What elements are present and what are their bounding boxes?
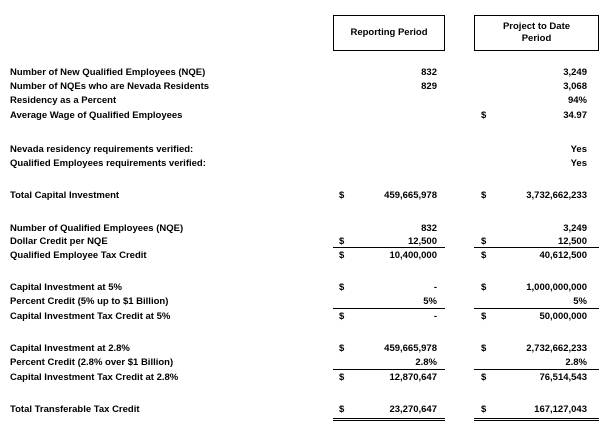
reporting-value: 829: [421, 81, 437, 92]
dollar-sign: $: [339, 343, 345, 354]
ptd-value: 40,612,500: [539, 250, 587, 261]
ptd-value: 2.8%: [565, 357, 587, 368]
double-underline: [333, 420, 445, 421]
row-label: Average Wage of Qualified Employees: [10, 110, 183, 121]
row-capital-investment-tax-credit-2-8: [0, 372, 600, 384]
reporting-value: 459,665,978: [384, 190, 437, 201]
ptd-value: 50,000,000: [539, 311, 587, 322]
dollar-sign: $: [339, 190, 345, 201]
dollar-sign: $: [481, 190, 487, 201]
row-qualified-employee-tax-credit: [0, 250, 600, 262]
underline: [333, 247, 445, 248]
reporting-value: 459,665,978: [384, 343, 437, 354]
underline: [474, 308, 599, 309]
row-label: Total Capital Investment: [10, 190, 120, 201]
row-label: Total Transferable Tax Credit: [10, 404, 140, 415]
double-underline: [333, 418, 445, 419]
ptd-value: 12,500: [557, 236, 587, 247]
row-label: Capital Investment Tax Credit at 5%: [10, 311, 171, 322]
ptd-value: Yes: [570, 158, 587, 169]
row-label: Residency as a Percent: [10, 95, 117, 106]
reporting-value: 12,870,647: [389, 372, 437, 383]
header-project-to-date: [474, 15, 599, 51]
row-label: Capital Investment at 2.8%: [10, 343, 130, 354]
row-label: Percent Credit (5% up to $1 Billion): [10, 296, 169, 307]
reporting-value: 2.8%: [415, 357, 437, 368]
dollar-sign: $: [339, 404, 345, 415]
ptd-value: 34.97: [563, 110, 587, 121]
ptd-value: 94%: [567, 95, 587, 106]
underline: [474, 247, 599, 248]
reporting-value: 10,400,000: [389, 250, 437, 261]
reporting-value: 5%: [423, 296, 437, 307]
dollar-sign: $: [481, 343, 487, 354]
ptd-value: 3,249: [563, 223, 587, 234]
ptd-value: 3,068: [563, 81, 587, 92]
row-label: Number of Qualified Employees (NQE): [10, 223, 184, 234]
row-residency-percent: [0, 95, 600, 107]
row-label: Qualified Employees requirements verified:: [10, 158, 206, 169]
row-label: Capital Investment at 5%: [10, 282, 122, 293]
ptd-value: 1,000,000,000: [526, 282, 587, 293]
ptd-value: 3,732,662,233: [526, 190, 587, 201]
dollar-sign: $: [481, 110, 487, 121]
underline: [474, 369, 599, 370]
underline: [333, 369, 445, 370]
row-qualified-employees-verified: [0, 158, 600, 170]
reporting-value: 832: [421, 67, 437, 78]
header-project-to-date-line2: Period: [521, 33, 552, 44]
row-capital-investment-5: [0, 282, 600, 294]
row-nqe: [0, 223, 600, 235]
ptd-value: 2,732,662,233: [526, 343, 587, 354]
ptd-value: 3,249: [563, 67, 587, 78]
dollar-sign: $: [481, 282, 487, 293]
row-nevada-residency-verified: [0, 144, 600, 156]
dollar-sign: $: [339, 372, 345, 383]
dollar-sign: $: [339, 282, 345, 293]
reporting-value: 832: [421, 223, 437, 234]
row-label: Nevada residency requirements verified:: [10, 144, 194, 155]
header-project-to-date-line1: Project to Date: [502, 21, 571, 32]
row-percent-credit-5: [0, 296, 600, 308]
row-label: Qualified Employee Tax Credit: [10, 250, 147, 261]
dollar-sign: $: [481, 372, 487, 383]
header-reporting-period: [333, 15, 445, 51]
header-reporting-period-label: Reporting Period: [350, 27, 428, 38]
ptd-value: 76,514,543: [539, 372, 587, 383]
reporting-value: 23,270,647: [389, 404, 437, 415]
row-label: Dollar Credit per NQE: [10, 236, 108, 247]
ptd-value: Yes: [570, 144, 587, 155]
ptd-value: 5%: [573, 296, 587, 307]
dollar-sign: $: [481, 250, 487, 261]
row-total-capital-investment: [0, 190, 600, 202]
underline: [333, 308, 445, 309]
row-label: Percent Credit (2.8% over $1 Billion): [10, 357, 174, 368]
row-capital-investment-tax-credit-5: [0, 311, 600, 323]
row-label: Number of New Qualified Employees (NQE): [10, 67, 206, 78]
ptd-value: 167,127,043: [534, 404, 587, 415]
dollar-sign: $: [481, 236, 487, 247]
row-capital-investment-2-8: [0, 343, 600, 355]
dollar-sign: $: [339, 311, 345, 322]
row-label: Capital Investment Tax Credit at 2.8%: [10, 372, 179, 383]
dollar-sign: $: [481, 311, 487, 322]
row-nqe-nevada-residents: [0, 81, 600, 93]
dollar-sign: $: [481, 404, 487, 415]
dollar-sign: $: [339, 236, 345, 247]
row-average-wage: [0, 110, 600, 122]
reporting-value: -: [433, 282, 437, 293]
row-label: Number of NQEs who are Nevada Residents: [10, 81, 210, 92]
dollar-sign: $: [339, 250, 345, 261]
reporting-value: -: [433, 311, 437, 322]
row-total-transferable-tax-credit: [0, 404, 600, 416]
row-new-nqe: [0, 67, 600, 79]
double-underline: [474, 418, 599, 419]
double-underline: [474, 420, 599, 421]
reporting-value: 12,500: [407, 236, 437, 247]
row-percent-credit-2-8: [0, 357, 600, 369]
